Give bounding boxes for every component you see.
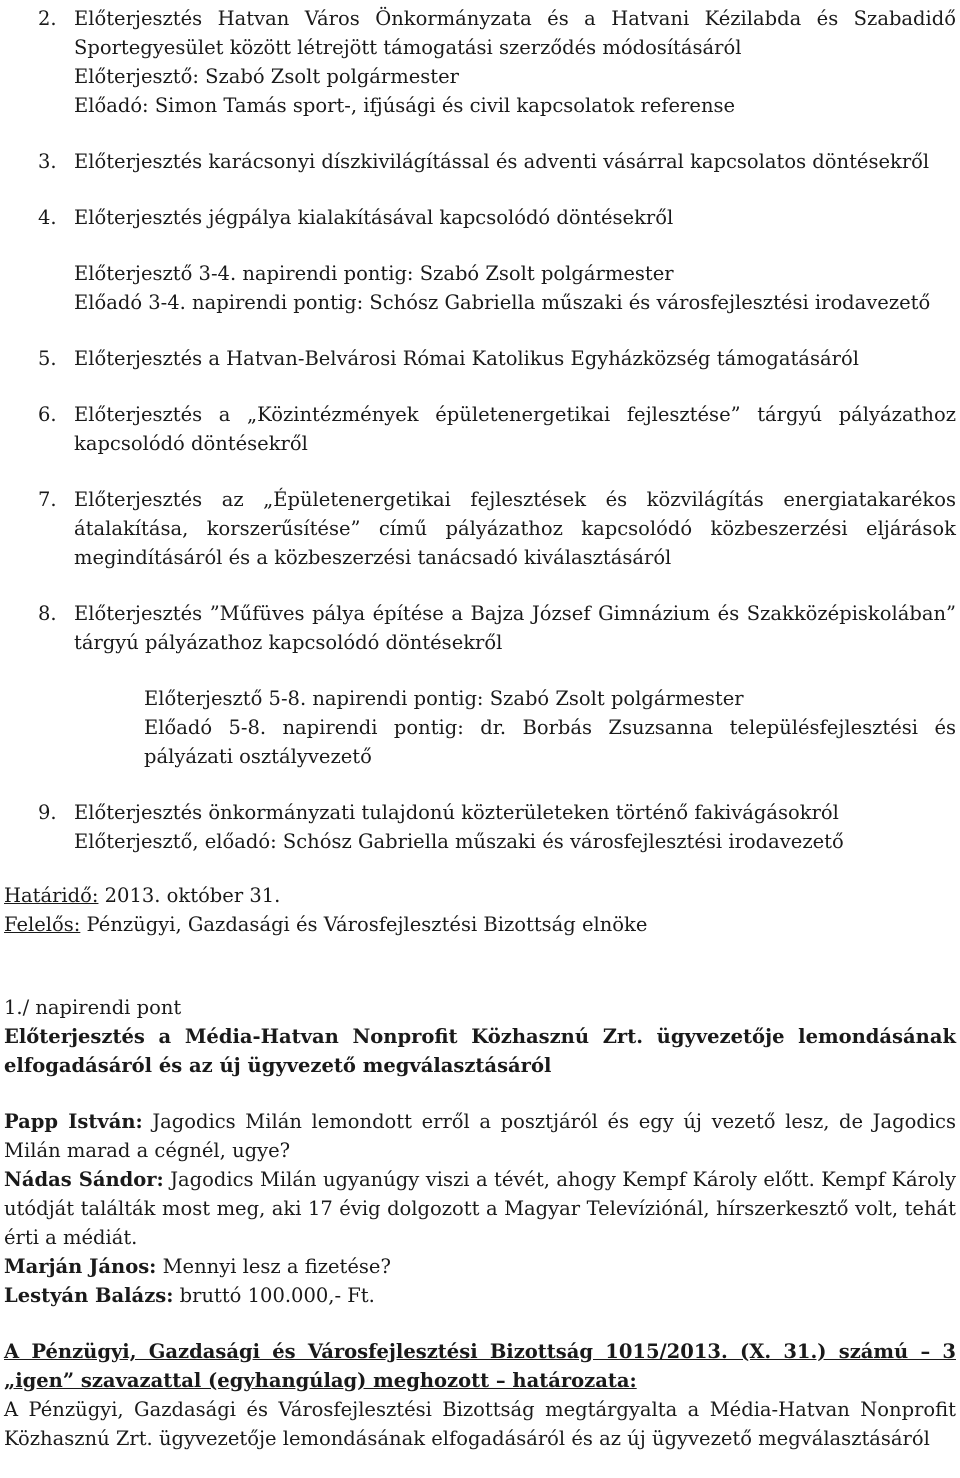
deadline-label: Határidő: (4, 884, 99, 907)
item-number: 8. (38, 602, 57, 625)
item-text: Előterjesztés ”Műfüves pálya építése a Bajza József Gimnázium és Szakközépiskolában” tárgyú pályázathoz kapcsolódó döntésekről (74, 602, 956, 654)
discussion-entry (4, 1165, 956, 1252)
discussion-entry (4, 1107, 956, 1165)
discussion-entry (4, 1281, 956, 1310)
item-number: 4. (38, 206, 57, 229)
item-text: Előterjesztés jégpálya kialakításával kapcsolódó döntésekről (74, 206, 674, 229)
discussion (4, 1107, 956, 1310)
speaker-name: Lestyán Balázs: (4, 1284, 174, 1307)
agenda-item-8 (4, 599, 956, 657)
speaker-line: Előadó 3-4. napirendi pontig: Schósz Gabriella műszaki és városfejlesztési irodavezető (74, 291, 931, 314)
item-number: 9. (38, 801, 57, 824)
item-number: 6. (38, 403, 57, 426)
item-text: Előterjesztés a „Közintézmények épületenergetikai fejlesztése” tárgyú pályázathoz kapcsolódó döntésekről (74, 403, 956, 455)
speech-text: Jagodics Milán lemondott erről a posztjáról és egy új vezető lesz, de Jagodics Milán marad a cégnél, ugye? (4, 1110, 956, 1162)
document-page (4, 4, 956, 1453)
agenda-item-4 (4, 203, 956, 232)
item-number: 2. (38, 7, 57, 30)
speaker-line: Előadó: Simon Tamás sport-, ifjúsági és civil kapcsolatok referense (74, 94, 736, 117)
item-text: Előterjesztés önkormányzati tulajdonú közterületeken történő fakivágásokról (74, 801, 839, 824)
speaker-line: Előadó 5-8. napirendi pontig: dr. Borbás Zsuzsanna településfejlesztési és pályázati osztályvezető (144, 716, 956, 768)
agenda-point-label: 1./ napirendi pont (4, 996, 182, 1019)
presenter-line: Előterjesztő 5-8. napirendi pontig: Szabó Zsolt polgármester (144, 687, 744, 710)
agenda-item-9 (4, 798, 956, 856)
item-number: 5. (38, 347, 57, 370)
presenter-line: Előterjesztő 3-4. napirendi pontig: Szabó Zsolt polgármester (74, 262, 674, 285)
responsible-value: Pénzügyi, Gazdasági és Városfejlesztési Bizottság elnöke (80, 913, 648, 936)
deadline-value: 2013. október 31. (98, 884, 281, 907)
item-number: 7. (38, 488, 57, 511)
speech-text: Mennyi lesz a fizetése? (156, 1255, 391, 1278)
speaker-name: Nádas Sándor: (4, 1168, 164, 1191)
presenter-line: Előterjesztő: Szabó Zsolt polgármester (74, 65, 459, 88)
agenda-item-2 (4, 4, 956, 120)
agenda-item-6 (4, 400, 956, 458)
speaker-name: Marján János: (4, 1255, 157, 1278)
discussion-entry (4, 1252, 956, 1281)
deadline-line (4, 881, 956, 910)
agenda-item-5 (4, 344, 956, 373)
item-number: 3. (38, 150, 57, 173)
presenters-5-8 (4, 684, 956, 771)
item-text: Előterjesztés karácsonyi díszkivilágítással és adventi vásárral kapcsolatos döntésekről (74, 150, 930, 173)
resolution-text: A Pénzügyi, Gazdasági és Városfejlesztési Bizottság megtárgyalta a Média-Hatvan Nonprofit Közhasznú Zrt. ügyvezetője lemondásának elfogadásáról és az új ügyvezető megválasztásáról (4, 1398, 956, 1450)
responsible-line (4, 910, 956, 939)
resolution-heading: A Pénzügyi, Gazdasági és Városfejlesztési Bizottság 1015/2013. (X. 31.) számú – 3 „igen” szavazattal (egyhangúlag) meghozott – határozata: (4, 1340, 956, 1392)
agenda-item-7 (4, 485, 956, 572)
responsible-label: Felelős: (4, 913, 81, 936)
presenter-line: Előterjesztő, előadó: Schósz Gabriella műszaki és városfejlesztési irodavezető (74, 830, 844, 853)
item-text: Előterjesztés az „Épületenergetikai fejlesztések és közvilágítás energiatakarékos átalakítása, korszerűsítése” című pályázathoz kapcsolódó közbeszerzési eljárások megindításáról és a közbeszerzési tanácsadó kiválasztásáról (74, 488, 956, 569)
item-text: Előterjesztés Hatvan Város Önkormányzata és a Hatvani Kézilabda és Szabadidő Sportegyesület között létrejött támogatási szerződés módosításáról (74, 7, 956, 59)
presenters-3-4 (4, 259, 956, 317)
item-text: Előterjesztés a Hatvan-Belvárosi Római Katolikus Egyházközség támogatásáról (74, 347, 859, 370)
speech-text: bruttó 100.000,- Ft. (173, 1284, 375, 1307)
agenda-point-title: Előterjesztés a Média-Hatvan Nonprofit Közhasznú Zrt. ügyvezetője lemondásának elfogadásáról és az új ügyvezető megválasztásáról (4, 1025, 956, 1077)
speech-text: Jagodics Milán ugyanúgy viszi a tévét, ahogy Kempf Károly előtt. Kempf Károly utódját találták most meg, aki 17 évig dolgozott a Magyar Televíziónál, hírszerkesztő volt, tehát érti a médiát. (4, 1168, 956, 1249)
speaker-name: Papp István: (4, 1110, 143, 1133)
agenda-item-3 (4, 147, 956, 176)
